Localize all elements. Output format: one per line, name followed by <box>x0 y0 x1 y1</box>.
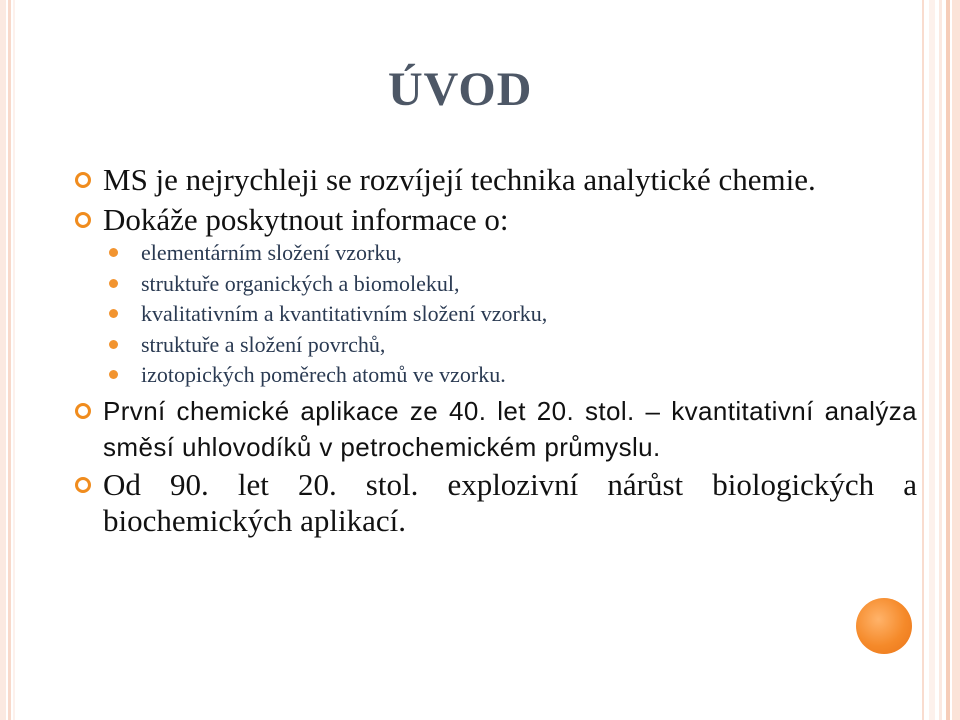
bullet-text: MS je nejrychleji se rozvíjejí technika analytické chemie. <box>103 162 816 197</box>
right-stripe-decoration <box>929 0 935 720</box>
bullet-text: Dokáže poskytnout informace o: <box>103 202 509 237</box>
right-stripe-decoration <box>922 0 924 720</box>
sub-bullet-item <box>75 360 917 391</box>
sub-bullet-text: kvalitativním a kvantitativním složení vzorku, <box>141 301 548 326</box>
bullet-text: První chemické aplikace ze 40. let 20. stol. – kvantitativní analýza směsí uhlovodíků v petrochemickém průmyslu. <box>103 395 917 462</box>
bullet-item <box>75 162 917 198</box>
sub-bullet-item <box>75 330 917 361</box>
ring-bullet-icon <box>75 212 91 228</box>
dot-bullet-icon <box>109 309 118 318</box>
right-stripe-decoration <box>952 0 960 720</box>
sub-bullet-text: izotopických poměrech atomů ve vzorku. <box>141 362 506 387</box>
ring-bullet-icon <box>75 477 91 493</box>
dot-bullet-icon <box>109 248 118 257</box>
sub-bullet-item <box>75 238 917 269</box>
ring-bullet-icon <box>75 403 91 419</box>
sub-bullet-text: elementárním složení vzorku, <box>141 240 402 265</box>
left-stripe-decoration <box>8 0 11 720</box>
right-stripe-decoration <box>939 0 942 720</box>
dot-bullet-icon <box>109 340 118 349</box>
dot-bullet-icon <box>109 279 118 288</box>
left-stripe-decoration <box>0 0 6 720</box>
right-stripe-decoration <box>946 0 950 720</box>
bullet-list <box>75 162 917 539</box>
bullet-text: Od 90. let 20. stol. explozivní nárůst biologických a biochemických aplikací. <box>103 466 917 538</box>
sub-bullet-text: struktuře a složení povrchů, <box>141 331 386 357</box>
bullet-item <box>75 467 917 539</box>
sub-bullet-item <box>75 299 917 330</box>
ring-bullet-icon <box>75 172 91 188</box>
sub-bullet-text: struktuře organických a biomolekul, <box>141 270 460 296</box>
bullet-item <box>75 202 917 238</box>
orange-circle-decoration <box>856 598 912 654</box>
slide-title: ÚVOD <box>388 63 533 116</box>
left-stripe-decoration <box>13 0 15 720</box>
sub-bullet-item <box>75 269 917 300</box>
dot-bullet-icon <box>109 370 118 379</box>
bullet-item <box>75 393 917 465</box>
